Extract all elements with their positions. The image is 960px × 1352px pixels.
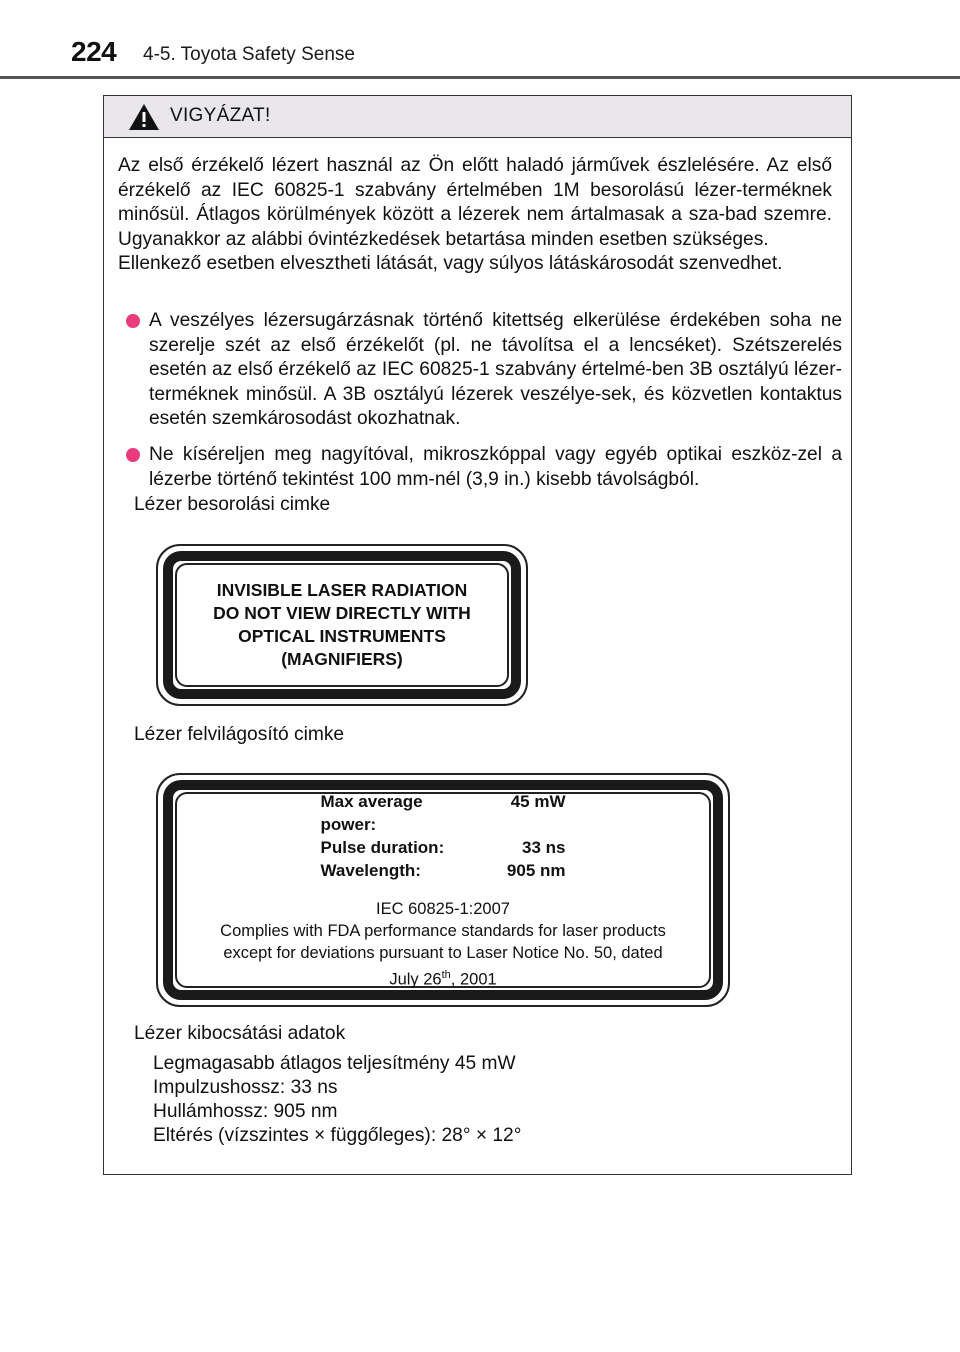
section-title: 4-5. Toyota Safety Sense [143,44,355,65]
warning-triangle-icon [128,103,160,131]
spec-row [321,790,566,836]
classification-label-caption: Lézer besorolási cimke [134,494,331,515]
classification-label [156,544,528,706]
warning-box [103,95,852,1175]
header-rule [0,76,960,79]
emission-data-caption: Lézer kibocsátási adatok [134,1023,346,1044]
date-line [220,964,666,991]
bullet-dot-icon [126,448,140,462]
page-number: 224 [71,36,117,67]
intro-paragraph: Az első érzékelő lézert használ az Ön előtt haladó járművek észlelésére. Az első érzékelő az IEC 60825-1 szabvány értelmében 1M besorolású lézer-terméknek minősül. Átlagos körülmények között a lézerek nem ártalmasak a sza-bad szemre. Ugyanakkor az alábbi óvintézkedések betartása minden esetben szükséges. [118,155,832,250]
date-suffix: , 2001 [450,970,497,989]
warning-header [104,96,851,138]
warning-intro [118,154,832,277]
info-label-caption: Lézer felvilágosító cimke [134,724,345,745]
label-line: DO NOT VIEW DIRECTLY WITH [213,603,471,623]
spec-row [321,836,566,859]
label-line: (MAGNIFIERS) [281,649,403,669]
bullet-dot-icon [126,314,140,328]
emission-line: Eltérés (vízszintes × függőleges): 28° × 12° [153,1125,522,1146]
date-superscript: th [441,968,451,981]
emission-data-list [153,1052,521,1148]
bullet-item [118,443,842,492]
intro-consequence: Ellenkező esetben elvesztheti látását, vagy súlyos látáskárosodát szenvedhet. [118,253,783,274]
emission-line: Hullámhossz: 905 nm [153,1101,338,1122]
spec-value: 905 nm [506,860,566,880]
date-prefix: July 26 [389,970,442,989]
classification-label-body [175,563,509,687]
spec-name: Max average power: [320,791,423,834]
emission-line: Legmagasabb átlagos teljesítmény 45 mW [153,1053,516,1074]
bullet-text: A veszélyes lézersugárzásnak történő kitettség elkerülése érdekében soha ne szerelje szét az első érzékelőt (pl. ne távolítsa el a lencséket). Szétszerelés esetén az első érzékelő az IEC 60825-1 szabvány értelmé-ben 3B osztályú lézer-terméknek minősül. A 3B osztályú lézerek veszélye-sek, és közvetlen kontaktus esetén szemkárosodást okozhatnak. [149,310,842,430]
spec-name: Wavelength: [320,860,421,880]
bullet-text: Ne kíséreljen meg nagyítóval, mikroszkóppal vagy egyéb optikai eszköz-zel a lézerbe történő tekintést 100 mm-nél (3,9 in.) kisebb távolságból. [149,443,842,490]
bullet-item [118,309,842,432]
label-line: OPTICAL INSTRUMENTS [238,626,446,646]
emission-line: Impulzushossz: 33 ns [153,1077,338,1098]
warning-title: VIGYÁZAT! [170,105,271,126]
compliance-line: Complies with FDA performance standards for laser products [220,921,666,940]
label-line: INVISIBLE LASER RADIATION [216,580,468,600]
spec-value: 33 ns [522,837,566,857]
spec-name: Pulse duration: [320,837,445,857]
compliance-text [220,898,666,991]
info-label-body [175,792,711,988]
spec-row [321,859,566,882]
info-label [156,773,730,1007]
spec-value: 45 mW [510,791,566,811]
bullet-list [118,309,842,503]
compliance-line: except for deviations pursuant to Laser Notice No. 50, dated [223,943,663,962]
standard-line: IEC 60825-1:2007 [376,899,510,918]
